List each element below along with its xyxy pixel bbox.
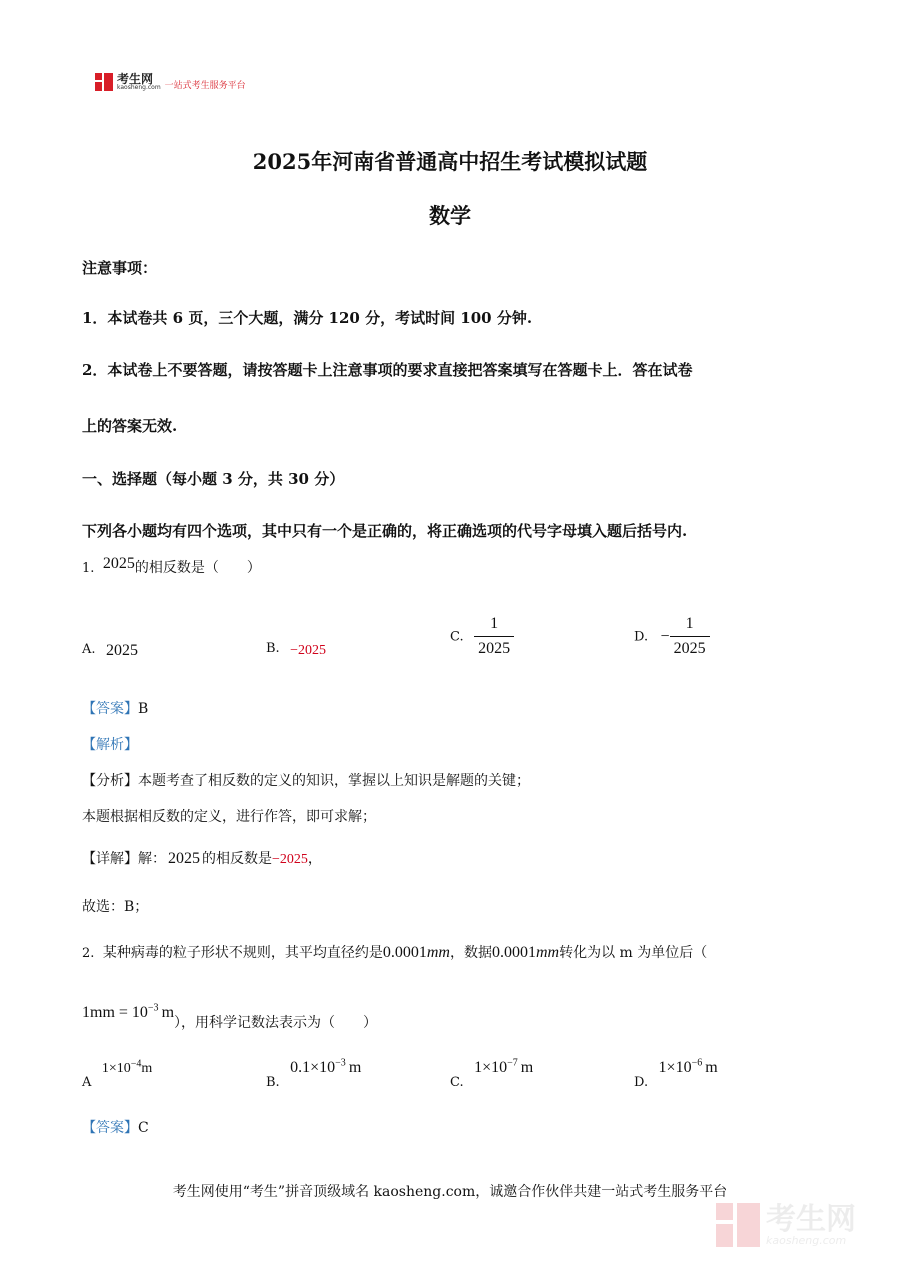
- logo-slogan: 一站式考生服务平台: [164, 81, 246, 91]
- sci-base: 1×10: [101, 1060, 131, 1076]
- option-label: C.: [450, 1075, 464, 1091]
- q2-conversion: [82, 1004, 174, 1021]
- question-2: [82, 942, 707, 962]
- question-1: [82, 557, 261, 577]
- answer-value: B: [138, 701, 149, 717]
- sci-unit: m: [520, 1059, 534, 1077]
- fraction-denominator: 2025: [670, 636, 710, 658]
- answer-value: C: [138, 1120, 149, 1136]
- option-label: B.: [266, 1075, 280, 1091]
- option-value: −2025: [290, 643, 327, 658]
- exam-title: 2025年河南省普通高中招生考试模拟试题: [252, 149, 648, 174]
- q2-value-2: 0.0001: [491, 944, 536, 961]
- option-value: [290, 1059, 361, 1076]
- fraction: [670, 615, 710, 658]
- q1-expr: 2025: [102, 555, 135, 572]
- q2-unit-2: mm: [535, 944, 560, 961]
- conversion-left: 1mm = 10: [82, 1004, 148, 1021]
- fraction-numerator: 1: [490, 615, 499, 632]
- q2-stem-c: 转化为以 m 为单位后（: [559, 945, 708, 961]
- option-value: [101, 1058, 153, 1076]
- q1-option-d[interactable]: [634, 615, 710, 658]
- answer-label: 【答案】: [82, 1120, 138, 1136]
- sci-exponent: −3: [335, 1058, 346, 1069]
- logo-name: 考生网: [117, 71, 154, 86]
- sci-exponent: −4: [130, 1058, 142, 1069]
- answer-label: 【答案】: [82, 701, 138, 717]
- option-value: [659, 1059, 718, 1076]
- q2-stem-d: ），用科学记数法表示为（ ）: [174, 1015, 378, 1031]
- detail-prefix: 解：: [138, 851, 166, 867]
- notice-heading: 注意事项：: [82, 259, 158, 277]
- logo-icon: [95, 73, 113, 91]
- option-label: D.: [634, 629, 649, 645]
- q1-option-b[interactable]: [266, 640, 326, 657]
- detail-label: 【详解】: [82, 851, 138, 867]
- q1-option-c[interactable]: [450, 615, 514, 658]
- q2-value-1: 0.0001: [382, 944, 427, 961]
- q2-answer: [82, 1117, 149, 1137]
- watermark-icon: [716, 1203, 760, 1247]
- option-label: A: [82, 1074, 92, 1090]
- minus-sign: −: [660, 627, 670, 645]
- conversion-exponent: −3: [147, 1002, 159, 1014]
- q2-stem-b: ，数据: [449, 945, 492, 961]
- detail-end: ，: [307, 851, 322, 867]
- q2-option-a[interactable]: [82, 1058, 153, 1090]
- q2-option-c[interactable]: [450, 1058, 534, 1091]
- sci-unit: m: [705, 1059, 718, 1077]
- question-2-cont: [82, 1002, 378, 1031]
- option-label: D.: [634, 1075, 649, 1091]
- q1-detail: [82, 848, 322, 868]
- detail-value: −2025: [272, 852, 308, 867]
- q2-option-b[interactable]: [266, 1058, 362, 1091]
- analysis-label: 【解析】: [82, 737, 138, 753]
- watermark-domain: kaosheng.com: [766, 1233, 847, 1247]
- notice-item-2: 2．本试卷上不要答题，请按答题卡上注意事项的要求直接把答案填写在答题卡上．答在试卷: [82, 361, 693, 379]
- fraction: [474, 615, 514, 658]
- section-heading: 一、选择题（每小题 3 分，共 30 分）: [82, 470, 345, 488]
- notice-item-1: 1．本试卷共 6 页，三个大题，满分 120 分，考试时间 100 分钟.: [82, 309, 533, 327]
- sci-base: 0.1×10: [290, 1059, 336, 1077]
- q1-answer: [82, 698, 148, 718]
- watermark-name: 考生网: [766, 1201, 856, 1237]
- fenxi-text: 本题考查了相反数的定义的知识，掌握以上知识是解题的关键；: [138, 773, 530, 789]
- fraction-denominator: 2025: [474, 636, 514, 658]
- fraction-numerator: 1: [685, 615, 694, 632]
- option-label: C.: [450, 629, 464, 645]
- option-label: A.: [82, 642, 96, 657]
- option-value: [474, 1059, 533, 1076]
- section-instruction: 下列各小题均有四个选项，其中只有一个是正确的，将正确选项的代号字母填入题后括号内.: [82, 522, 688, 540]
- option-value: 2025: [105, 642, 138, 659]
- q1-fenxi: [82, 770, 530, 790]
- sci-base: 1×10: [474, 1059, 508, 1077]
- notice-item-2-cont: 上的答案无效.: [82, 417, 178, 435]
- q1-choice: 故选：B；: [82, 899, 149, 915]
- q2-unit-1: mm: [426, 944, 450, 961]
- conversion-unit: m: [161, 1004, 175, 1021]
- q1-stem: 的相反数是（ ）: [134, 560, 261, 576]
- sci-exponent: −6: [691, 1058, 703, 1069]
- question-number: 2.: [82, 946, 95, 961]
- sci-exponent: −7: [507, 1058, 518, 1069]
- q1-analysis-line: 本题根据相反数的定义，进行作答，即可求解；: [82, 809, 376, 825]
- fenxi-label: 【分析】: [82, 773, 138, 789]
- watermark-logo: [716, 1203, 856, 1247]
- q2-stem-a: 某种病毒的粒子形状不规则，其平均直径约是: [102, 945, 383, 961]
- q2-option-d[interactable]: [634, 1058, 718, 1091]
- sci-unit: m: [141, 1060, 153, 1076]
- page-footer: 考生网使用“考生”拼音顶级域名 kaosheng.com，诚邀合作伙伴共建一站式考生服务平台: [172, 1184, 728, 1200]
- sci-base: 1×10: [658, 1059, 692, 1077]
- subject-title: 数学: [429, 203, 471, 228]
- option-label: B.: [266, 641, 280, 656]
- q1-option-a[interactable]: [82, 640, 138, 658]
- site-logo[interactable]: [95, 72, 246, 91]
- detail-mid: 的相反数是: [202, 851, 272, 867]
- sci-unit: m: [348, 1059, 362, 1077]
- detail-expr: 2025: [168, 850, 200, 867]
- logo-domain: kaosheng.com: [117, 83, 161, 91]
- question-number: 1.: [82, 561, 95, 576]
